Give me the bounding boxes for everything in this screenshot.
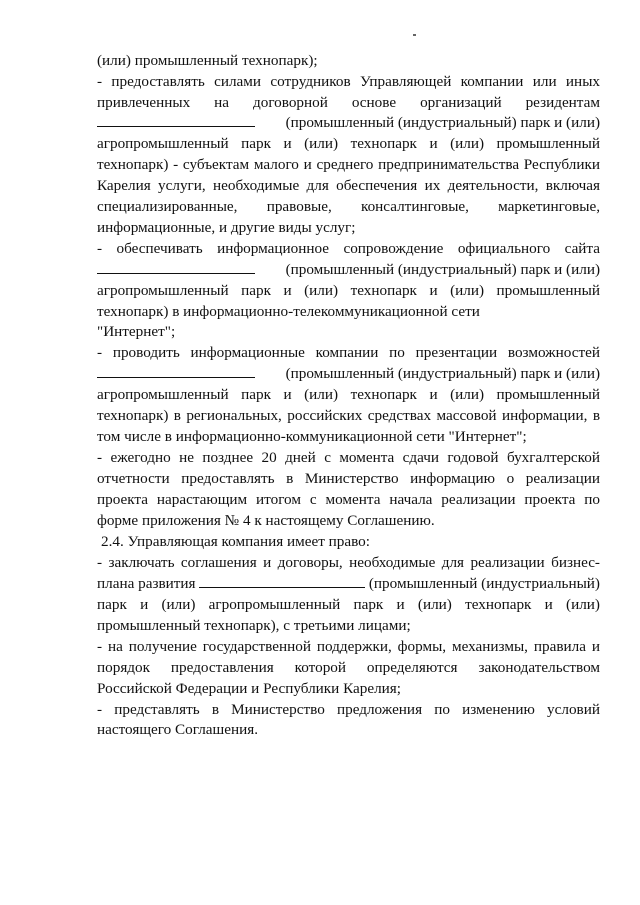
text-line: парк и (или) агропромышленный парк и (или) технопарк и (или) xyxy=(97,596,600,613)
text-line: том числе в информационно-коммуникационной сети "Интернет"; xyxy=(97,428,527,445)
text-line: порядок предоставления которой определяются законодательством xyxy=(97,659,600,676)
text-line: агропромышленный парк и (или) технопарк и (или) промышленный xyxy=(97,135,600,152)
text-line xyxy=(97,261,600,279)
text-line: - заключать соглашения и договоры, необходимые для реализации бизнес- xyxy=(97,554,600,571)
blank-line xyxy=(97,365,255,378)
text-line: настоящего Соглашения. xyxy=(97,721,258,738)
text-line: - проводить информационные компании по презентации возможностей xyxy=(97,344,600,361)
text-line: форме приложения № 4 к настоящему Соглашению. xyxy=(97,512,435,529)
text-fragment: (промышленный (индустриальный) парк и (или) xyxy=(285,261,600,278)
text-line xyxy=(97,575,600,593)
text-line: специализированные, правовые, консалтинговые, маркетинговые, xyxy=(97,198,600,215)
text-line: агропромышленный парк и (или) технопарк и (или) промышленный xyxy=(97,386,600,403)
text-line: Карелия услуги, необходимые для обеспечения их деятельности, включая xyxy=(97,177,600,194)
text-line: технопарк) в информационно-телекоммуникационной сети xyxy=(97,303,480,320)
text-line: - предоставлять силами сотрудников Управляющей компании или иных xyxy=(97,73,600,90)
text-line: информационные, и другие виды услуг; xyxy=(97,219,356,236)
text-fragment: плана развития xyxy=(97,575,196,592)
text-line: отчетности предоставлять в Министерство информацию о реализации xyxy=(97,470,600,487)
blank-line xyxy=(97,114,255,127)
text-line: - ежегодно не позднее 20 дней с момента сдачи годовой бухгалтерской xyxy=(97,449,600,466)
scan-mark xyxy=(413,34,416,36)
text-line: промышленный технопарк), с третьими лицами; xyxy=(97,617,411,634)
text-line xyxy=(97,365,600,383)
text-line: проекта нарастающим итогом с момента начала реализации проекта по xyxy=(97,491,600,508)
blank-line xyxy=(97,261,255,274)
text-line: технопарк) в региональных, российских средствах массовой информации, в xyxy=(97,407,600,424)
text-line: технопарк) - субъектам малого и среднего предпринимательства Республики xyxy=(97,156,600,173)
text-fragment: (промышленный (индустриальный) xyxy=(368,575,600,592)
text-line: "Интернет"; xyxy=(97,323,176,340)
text-fragment: (промышленный (индустриальный) парк и (или) xyxy=(285,365,600,382)
text-line: - представлять в Министерство предложения по изменению условий xyxy=(97,701,600,718)
text-line xyxy=(97,114,600,132)
text-line: привлеченных на договорной основе организаций резидентам xyxy=(97,94,600,111)
text-fragment: (промышленный (индустриальный) парк и (или) xyxy=(285,114,600,131)
text-line: - на получение государственной поддержки, формы, механизмы, правила и xyxy=(97,638,600,655)
text-line: (или) промышленный технопарк); xyxy=(97,52,318,69)
text-line: Российской Федерации и Республики Карелия; xyxy=(97,680,401,697)
section-clause: 2.4. Управляющая компания имеет право: xyxy=(101,533,370,550)
text-line: агропромышленный парк и (или) технопарк и (или) промышленный xyxy=(97,282,600,299)
text-line: - обеспечивать информационное сопровождение официального сайта xyxy=(97,240,600,257)
blank-line xyxy=(199,575,365,588)
